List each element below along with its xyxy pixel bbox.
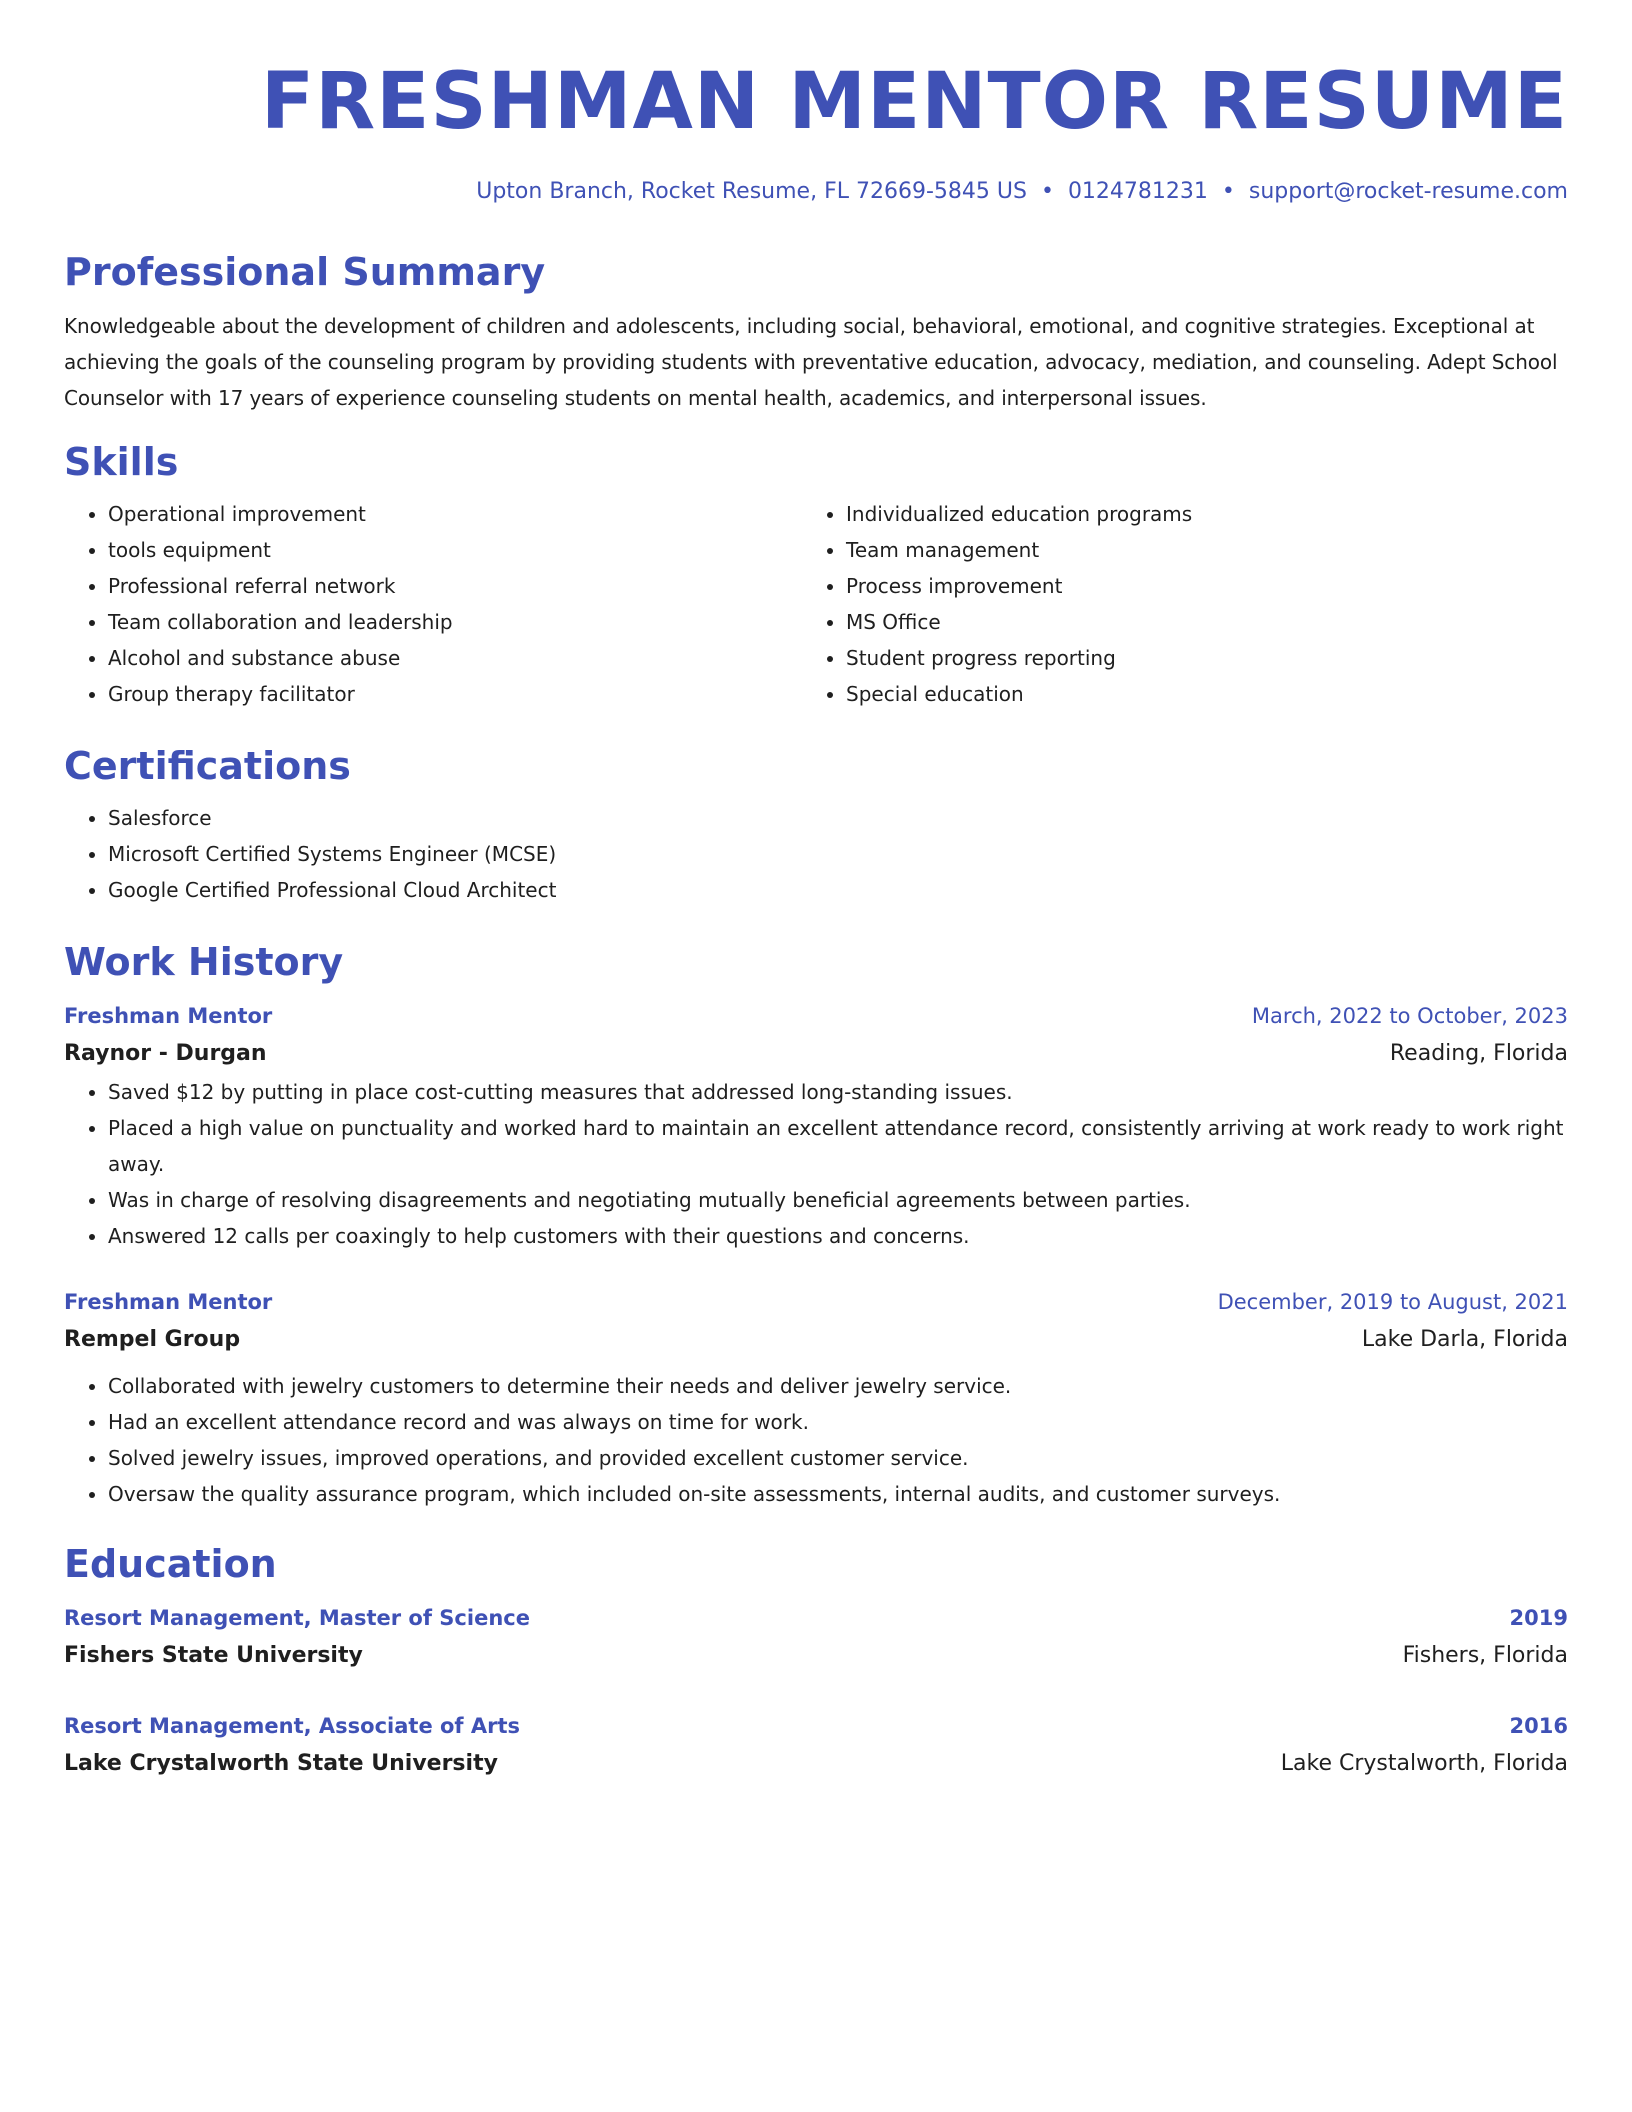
list-item: • Team management xyxy=(846,532,1540,568)
job-subheader xyxy=(64,1034,1568,1074)
job-company: Rempel Group xyxy=(64,1327,241,1352)
list-item: • Salesforce xyxy=(108,800,1568,836)
certifications-section xyxy=(64,740,1568,908)
job-role: Freshman Mentor xyxy=(64,1290,273,1314)
list-item: • Collaborated with jewelry customers to determine their needs and deliver jewelry service. xyxy=(108,1368,1568,1404)
job-dates: March, 2022 to October, 2023 xyxy=(1251,1004,1568,1028)
job-location: Reading, Florida xyxy=(1389,1041,1568,1066)
list-item: • MS Office xyxy=(846,604,1540,640)
job-company: Raynor - Durgan xyxy=(64,1041,267,1066)
contact-line xyxy=(64,172,1568,212)
education-year: 2019 xyxy=(1509,1606,1568,1630)
education-subheader xyxy=(64,1744,1568,1784)
job-entry xyxy=(64,1284,1568,1512)
education-subheader xyxy=(64,1636,1568,1676)
education-section xyxy=(64,1538,1568,1784)
education-entry xyxy=(64,1600,1568,1676)
job-bullets xyxy=(64,1368,1568,1512)
education-entry xyxy=(64,1708,1568,1784)
list-item: • Google Certified Professional Cloud Architect xyxy=(108,872,1568,908)
education-year: 2016 xyxy=(1509,1714,1568,1738)
education-heading: Education xyxy=(64,1542,277,1586)
education-location: Fishers, Florida xyxy=(1402,1643,1568,1668)
skills-section xyxy=(64,436,1568,712)
list-item: • Process improvement xyxy=(846,568,1540,604)
contact-phone: 0124781231 xyxy=(1067,179,1208,204)
education-header xyxy=(64,1600,1568,1636)
education-header xyxy=(64,1708,1568,1744)
contact-separator: • xyxy=(1221,179,1235,204)
list-item: • Placed a high value on punctuality and worked hard to maintain an excellent attendance record, consistently arriving at work ready to work right away. xyxy=(108,1110,1568,1182)
list-item: • Saved $12 by putting in place cost-cutting measures that addressed long-standing issues. xyxy=(108,1074,1568,1110)
job-role: Freshman Mentor xyxy=(64,1004,273,1028)
job-header xyxy=(64,998,1568,1034)
list-item: • Solved jewelry issues, improved operations, and provided excellent customer service. xyxy=(108,1440,1568,1476)
work-history-heading: Work History xyxy=(64,940,344,984)
list-item: • Oversaw the quality assurance program, which included on-site assessments, internal audits, and customer surveys. xyxy=(108,1476,1568,1512)
job-bullets xyxy=(64,1074,1568,1254)
list-item: • Microsoft Certified Systems Engineer (MCSE) xyxy=(108,836,1568,872)
job-header xyxy=(64,1284,1568,1320)
list-item: • Was in charge of resolving disagreements and negotiating mutually beneficial agreements between parties. xyxy=(108,1182,1568,1218)
skills-column-right xyxy=(802,496,1540,712)
skills-grid xyxy=(64,496,1568,712)
list-item: • Group therapy facilitator xyxy=(108,676,802,712)
job-dates: December, 2019 to August, 2021 xyxy=(1217,1290,1568,1314)
list-item: • Operational improvement xyxy=(108,496,802,532)
certifications-heading: Certifications xyxy=(64,744,351,788)
summary-text: Knowledgeable about the development of children and adolescents, including social, behavioral, emotional, and cognitive strategies. Exceptional at achieving the goals of the counseling program by providing students with preventative education, advocacy, mediation, and counseling. Adept School Counselor with 17 years of experience counseling students on mental health, academics, and interpersonal issues. xyxy=(64,314,1558,410)
list-item: • tools equipment xyxy=(108,532,802,568)
job-location: Lake Darla, Florida xyxy=(1361,1327,1568,1352)
job-subheader xyxy=(64,1320,1568,1360)
skills-list-right xyxy=(802,496,1540,712)
list-item: • Special education xyxy=(846,676,1540,712)
list-item: • Had an excellent attendance record and was always on time for work. xyxy=(108,1404,1568,1440)
summary-heading: Professional Summary xyxy=(64,250,546,294)
job-entry xyxy=(64,998,1568,1254)
list-item: • Alcohol and substance abuse xyxy=(108,640,802,676)
education-location: Lake Crystalworth, Florida xyxy=(1280,1751,1568,1776)
education-school: Fishers State University xyxy=(64,1643,363,1668)
education-school: Lake Crystalworth State University xyxy=(64,1751,498,1776)
resume-title: FRESHMAN MENTOR RESUME xyxy=(260,57,1568,147)
education-degree: Resort Management, Associate of Arts xyxy=(64,1714,521,1738)
contact-email[interactable]: support@rocket-resume.com xyxy=(1248,179,1568,204)
list-item: • Student progress reporting xyxy=(846,640,1540,676)
skills-column-left xyxy=(64,496,802,712)
list-item: • Individualized education programs xyxy=(846,496,1540,532)
contact-separator: • xyxy=(1040,179,1054,204)
certifications-list xyxy=(64,800,1568,908)
contact-address: Upton Branch, Rocket Resume, FL 72669-5845 US xyxy=(476,179,1027,204)
list-item: • Answered 12 calls per coaxingly to help customers with their questions and concerns. xyxy=(108,1218,1568,1254)
skills-heading: Skills xyxy=(64,440,179,484)
list-item: • Professional referral network xyxy=(108,568,802,604)
work-history-section xyxy=(64,936,1568,1512)
summary-section xyxy=(64,246,1568,416)
skills-list-left xyxy=(64,496,802,712)
list-item: • Team collaboration and leadership xyxy=(108,604,802,640)
education-degree: Resort Management, Master of Science xyxy=(64,1606,530,1630)
